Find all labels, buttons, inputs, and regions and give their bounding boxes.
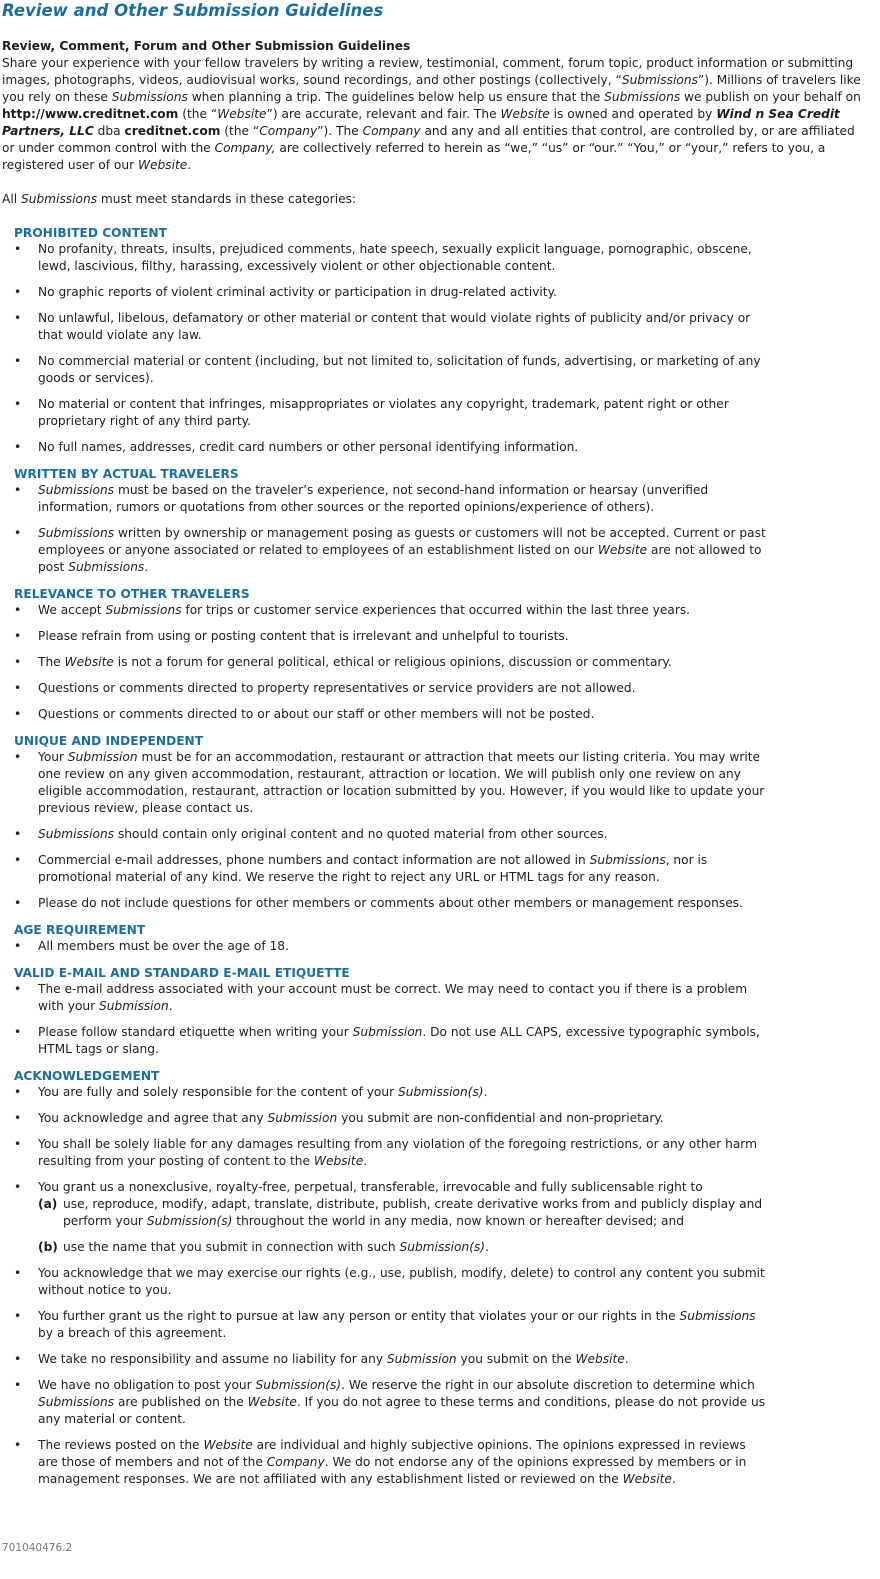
intro-heading: Review, Comment, Forum and Other Submission Guidelines xyxy=(2,39,411,53)
item-text: You acknowledge that we may exercise our rights (e.g., use, publish, modify, delete) to control any content you submit without notice to you. xyxy=(38,1266,765,1297)
item-term: Submission xyxy=(267,1111,338,1125)
bullet: • xyxy=(14,1309,22,1323)
bullet: • xyxy=(14,853,22,867)
item-term: Submissions xyxy=(679,1309,756,1323)
item-text: . xyxy=(624,1352,629,1366)
item-term: Submissions xyxy=(38,827,115,841)
item-text: All members must be over the age of 18. xyxy=(38,939,289,953)
bullet: • xyxy=(14,1180,22,1194)
item-text: Please follow standard etiquette when writing your xyxy=(38,1025,353,1039)
bullet: • xyxy=(14,750,22,764)
item-text: , nor is promotional material of any kind. We reserve the right to reject any URL or HTML tags for any reason. xyxy=(38,853,708,884)
item-text: Questions or comments directed to property representatives or service providers are not allowed. xyxy=(38,681,636,695)
item-text: No full names, addresses, credit card numbers or other personal identifying information. xyxy=(38,440,579,454)
item-text: We have no obligation to post your xyxy=(38,1378,256,1392)
list-item xyxy=(14,1437,768,1488)
bullet: • xyxy=(14,707,22,721)
item-text: written by ownership or management posing as guests or customers will not be accepted. Current or past employees or anyone associated or related to employees of an establishment listed on our xyxy=(38,526,766,557)
sub-term: Submission(s) xyxy=(399,1240,486,1254)
list-item xyxy=(14,706,768,723)
bullet: • xyxy=(14,1085,22,1099)
intro-text-6: ”) are accurate, relevant and fair. The xyxy=(266,107,501,121)
bullet: • xyxy=(14,397,22,411)
sub-text: . xyxy=(485,1240,489,1254)
sub-label: (a) xyxy=(38,1197,58,1211)
item-text: Please refrain from using or posting content that is irrelevant and unhelpful to tourists. xyxy=(38,629,569,643)
section-acknowledgement xyxy=(14,1068,862,1488)
intro-term-submissions: Submissions xyxy=(111,90,188,104)
list-item xyxy=(14,1308,768,1342)
bullet: • xyxy=(14,440,22,454)
intro-text-4: we publish on your behalf on xyxy=(680,90,861,104)
section-age-requirement xyxy=(14,922,862,955)
item-text: . xyxy=(483,1085,488,1099)
guidelines-body xyxy=(2,38,862,1488)
item-text: must be based on the traveler’s experience, not second-hand information or hearsay (unverified information, rumors or quotations from other sources or the reported opinions/experience of others). xyxy=(38,483,709,514)
list-item xyxy=(14,628,768,645)
bullet: • xyxy=(14,827,22,841)
list-item xyxy=(14,602,768,619)
bullet: • xyxy=(14,603,22,617)
intro-text-13: . xyxy=(187,158,192,172)
item-text: are individual and highly subjective opinions. The opinions expressed in reviews are those of members and not of the xyxy=(38,1438,746,1469)
intro-text-2: ”). Millions of travelers like you rely on these xyxy=(2,73,861,104)
section-written-by-actual-travelers xyxy=(14,466,862,576)
item-text: for trips or customer service experiences that occurred within the last three years. xyxy=(181,603,691,617)
intro-text-3: when planning a trip. The guidelines below help us ensure that the xyxy=(187,90,605,104)
bullet: • xyxy=(14,1438,22,1452)
item-term: Submission xyxy=(99,999,169,1013)
item-text: . We reserve the right in our absolute discretion to determine which xyxy=(341,1378,755,1392)
item-term: Submissions xyxy=(589,853,666,867)
bullet: • xyxy=(14,354,22,368)
list-item xyxy=(14,353,768,387)
bullet: • xyxy=(14,1111,22,1125)
owner-name: Wind n Sea Credit Partners, LLC xyxy=(2,107,840,138)
intro-text-9: (the “ xyxy=(220,124,260,138)
item-text: . xyxy=(671,1472,676,1486)
item-term: Website xyxy=(203,1438,253,1452)
section-heading: AGE REQUIREMENT xyxy=(14,923,146,937)
bullet: • xyxy=(14,1352,22,1366)
section-heading: RELEVANCE TO OTHER TRAVELERS xyxy=(14,587,250,601)
list-item xyxy=(14,1265,768,1299)
list-item xyxy=(14,654,768,671)
sub-item-a xyxy=(38,1196,768,1230)
item-text: We take no responsibility and assume no liability for any xyxy=(38,1352,387,1366)
list-item xyxy=(14,749,768,817)
standards-line xyxy=(2,191,862,208)
item-text: No unlawful, libelous, defamatory or other material or content that would violate rights of publicity and/or privacy or that would violate any law. xyxy=(38,311,751,342)
item-text: must be for an accommodation, restaurant or attraction that meets our listing criteria. You may write one review on any given accommodation, restaurant, attraction or location. We will publish only one review on any eligible accommodation, restaurant, attraction or location submitted by you. However, if you would like to update your previous review, please contact us. xyxy=(38,750,765,815)
item-text: Commercial e-mail addresses, phone numbers and contact information are not allowed in xyxy=(38,853,590,867)
section-heading: UNIQUE AND INDEPENDENT xyxy=(14,734,204,748)
item-text: Please do not include questions for other members or comments about other members or management responses. xyxy=(38,896,743,910)
section-heading: ACKNOWLEDGEMENT xyxy=(14,1069,160,1083)
item-text: You shall be solely liable for any damages resulting from any violation of the foregoing restrictions, or any other harm resulting from your posting of content to the xyxy=(38,1137,757,1168)
item-text: Your xyxy=(38,750,68,764)
bullet: • xyxy=(14,1137,22,1151)
intro-text-11: and any and all entities that control, are controlled by, or are affiliated or under common control with the xyxy=(2,124,855,155)
item-text: No material or content that infringes, misappropriates or violates any copyright, trademark, patent right or other proprietary right of any third party. xyxy=(38,397,729,428)
dba-name: creditnet.com xyxy=(124,124,221,138)
item-text: You grant us a nonexclusive, royalty-free, perpetual, transferable, irrevocable and fully sublicensable right to xyxy=(38,1180,703,1194)
intro-term-website: Website xyxy=(137,158,188,172)
item-term: Submission xyxy=(67,750,138,764)
sub-text: throughout the world in any media, now known or hereafter devised; and xyxy=(232,1214,684,1228)
sub-label: (b) xyxy=(38,1240,58,1254)
item-text: are published on the xyxy=(114,1395,248,1409)
item-term: Submission(s) xyxy=(397,1085,484,1099)
item-text: Questions or comments directed to or about our staff or other members will not be posted. xyxy=(38,707,595,721)
list-item xyxy=(14,310,768,344)
website-url: http://www.creditnet.com xyxy=(2,107,179,121)
list-item xyxy=(14,525,768,576)
document-code: 701040476.2 xyxy=(2,1542,73,1554)
item-text: . We do not endorse any of the opinions expressed by members or in management responses. We are not affiliated with any establishment listed or reviewed on the xyxy=(38,1455,747,1486)
sub-term: Submission(s) xyxy=(146,1214,233,1228)
list-item xyxy=(14,1084,768,1101)
item-term: Submission xyxy=(386,1352,457,1366)
intro-text-10: ”). The xyxy=(317,124,363,138)
section-relevance-to-other-travelers xyxy=(14,586,862,723)
bullet: • xyxy=(14,483,22,497)
section-valid-email xyxy=(14,965,862,1058)
item-text: You are fully and solely responsible for the content of your xyxy=(38,1085,398,1099)
item-term: Website xyxy=(575,1352,625,1366)
section-heading: WRITTEN BY ACTUAL TRAVELERS xyxy=(14,467,239,481)
list-item xyxy=(14,852,768,886)
list-item xyxy=(14,938,768,955)
item-text: you submit are non-confidential and non-proprietary. xyxy=(337,1111,664,1125)
item-text: . xyxy=(144,560,149,574)
intro-text-7: is owned and operated by xyxy=(549,107,717,121)
item-term: Website xyxy=(64,655,114,669)
item-text: You acknowledge and agree that any xyxy=(38,1111,268,1125)
item-text: We accept xyxy=(38,603,106,617)
intro-term-company: Company, xyxy=(214,141,276,155)
intro-paragraph xyxy=(2,55,862,174)
item-text: The xyxy=(38,655,65,669)
intro-term-submissions: Submissions xyxy=(621,73,698,87)
item-term: Submission(s) xyxy=(255,1378,342,1392)
item-text: by a breach of this agreement. xyxy=(38,1326,227,1340)
bullet: • xyxy=(14,526,22,540)
item-text: The reviews posted on the xyxy=(38,1438,204,1452)
item-text: You further grant us the right to pursue at law any person or entity that violates your or our rights in the xyxy=(38,1309,680,1323)
list-item xyxy=(14,1377,768,1428)
sub-text: use the name that you submit in connection with such xyxy=(63,1240,400,1254)
bullet: • xyxy=(14,681,22,695)
item-term: Submissions xyxy=(38,1395,115,1409)
intro-text-8: dba xyxy=(93,124,125,138)
list-item xyxy=(14,1110,768,1127)
list-item xyxy=(14,1136,768,1170)
item-text: No commercial material or content (including, but not limited to, solicitation of funds, advertising, or marketing of any goods or services). xyxy=(38,354,761,385)
item-text: should contain only original content and no quoted material from other sources. xyxy=(114,827,608,841)
page-title: Review and Other Submission Guidelines xyxy=(2,1,384,20)
item-text: . xyxy=(168,999,173,1013)
section-prohibited-content xyxy=(14,225,862,456)
bullet: • xyxy=(14,1266,22,1280)
standards-text-2: must meet standards in these categories: xyxy=(97,192,357,206)
sub-item-b xyxy=(38,1239,768,1256)
bullet: • xyxy=(14,982,22,996)
section-heading: VALID E-MAIL AND STANDARD E-MAIL ETIQUETTE xyxy=(14,966,350,980)
item-text: . xyxy=(363,1154,368,1168)
item-text: The e-mail address associated with your account must be correct. We may need to contact you if there is a problem with your xyxy=(38,982,748,1013)
intro-term-submissions: Submissions xyxy=(604,90,681,104)
list-item xyxy=(14,895,798,912)
list-item xyxy=(14,241,768,275)
intro-term-website: Website xyxy=(500,107,550,121)
intro-term-website: Website xyxy=(217,107,267,121)
bullet: • xyxy=(14,939,22,953)
list-item xyxy=(14,482,768,516)
item-text: No profanity, threats, insults, prejudiced comments, hate speech, sexually explicit language, pornographic, obscene, lewd, lascivious, filthy, harassing, excessively violent or other objectionable content. xyxy=(38,242,752,273)
list-item xyxy=(14,1024,783,1058)
list-item xyxy=(14,284,768,301)
list-item xyxy=(14,439,768,456)
item-text: are not allowed to post xyxy=(38,543,762,574)
intro-term-company: Company xyxy=(259,124,318,138)
bullet: • xyxy=(14,1025,22,1039)
list-item xyxy=(14,680,768,697)
bullet: • xyxy=(14,896,22,910)
item-term: Website xyxy=(313,1154,364,1168)
section-heading: PROHIBITED CONTENT xyxy=(14,226,167,240)
item-term: Submission xyxy=(352,1025,423,1039)
item-term: Submissions xyxy=(68,560,145,574)
list-item xyxy=(14,1351,768,1368)
intro-term-company: Company xyxy=(362,124,421,138)
section-unique-and-independent xyxy=(14,733,862,912)
bullet: • xyxy=(14,242,22,256)
item-term: Submissions xyxy=(105,603,182,617)
item-term: Company xyxy=(266,1455,325,1469)
item-text: you submit on the xyxy=(456,1352,576,1366)
list-item xyxy=(14,1179,768,1256)
item-term: Website xyxy=(597,543,648,557)
item-term: Submissions xyxy=(38,526,115,540)
bullet: • xyxy=(14,629,22,643)
list-item xyxy=(14,981,768,1015)
list-item xyxy=(14,826,768,843)
bullet: • xyxy=(14,311,22,325)
item-term: Website xyxy=(247,1395,297,1409)
intro-text-1: Share your experience with your fellow travelers by writing a review, testimonial, comment, forum topic, product information or submitting images, photographs, videos, audiovisual works, sound recordings, and other postings (collectively, “ xyxy=(2,56,854,87)
bullet: • xyxy=(14,1378,22,1392)
item-text: . If you do not agree to these terms and conditions, please do not provide us any material or content. xyxy=(38,1395,766,1426)
intro-text-12: are collectively referred to herein as “we,” “us” or “our.” “You,” or “your,” refers to you, a registered user of our xyxy=(2,141,826,172)
intro-text-5: (the “ xyxy=(178,107,218,121)
item-text: No graphic reports of violent criminal activity or participation in drug-related activity. xyxy=(38,285,557,299)
item-term: Website xyxy=(622,1472,672,1486)
list-item xyxy=(14,396,768,430)
bullet: • xyxy=(14,285,22,299)
sub-text: use, reproduce, modify, adapt, translate, distribute, publish, create derivative works from and publicly display and perform your xyxy=(63,1197,763,1228)
bullet: • xyxy=(14,655,22,669)
item-text: . Do not use ALL CAPS, excessive typographic symbols, HTML tags or slang. xyxy=(38,1025,760,1056)
item-text: is not a forum for general political, ethical or religious opinions, discussion or commentary. xyxy=(113,655,672,669)
item-term: Submissions xyxy=(38,483,115,497)
standards-term: Submissions xyxy=(20,192,98,206)
standards-text-1: All xyxy=(2,192,21,206)
